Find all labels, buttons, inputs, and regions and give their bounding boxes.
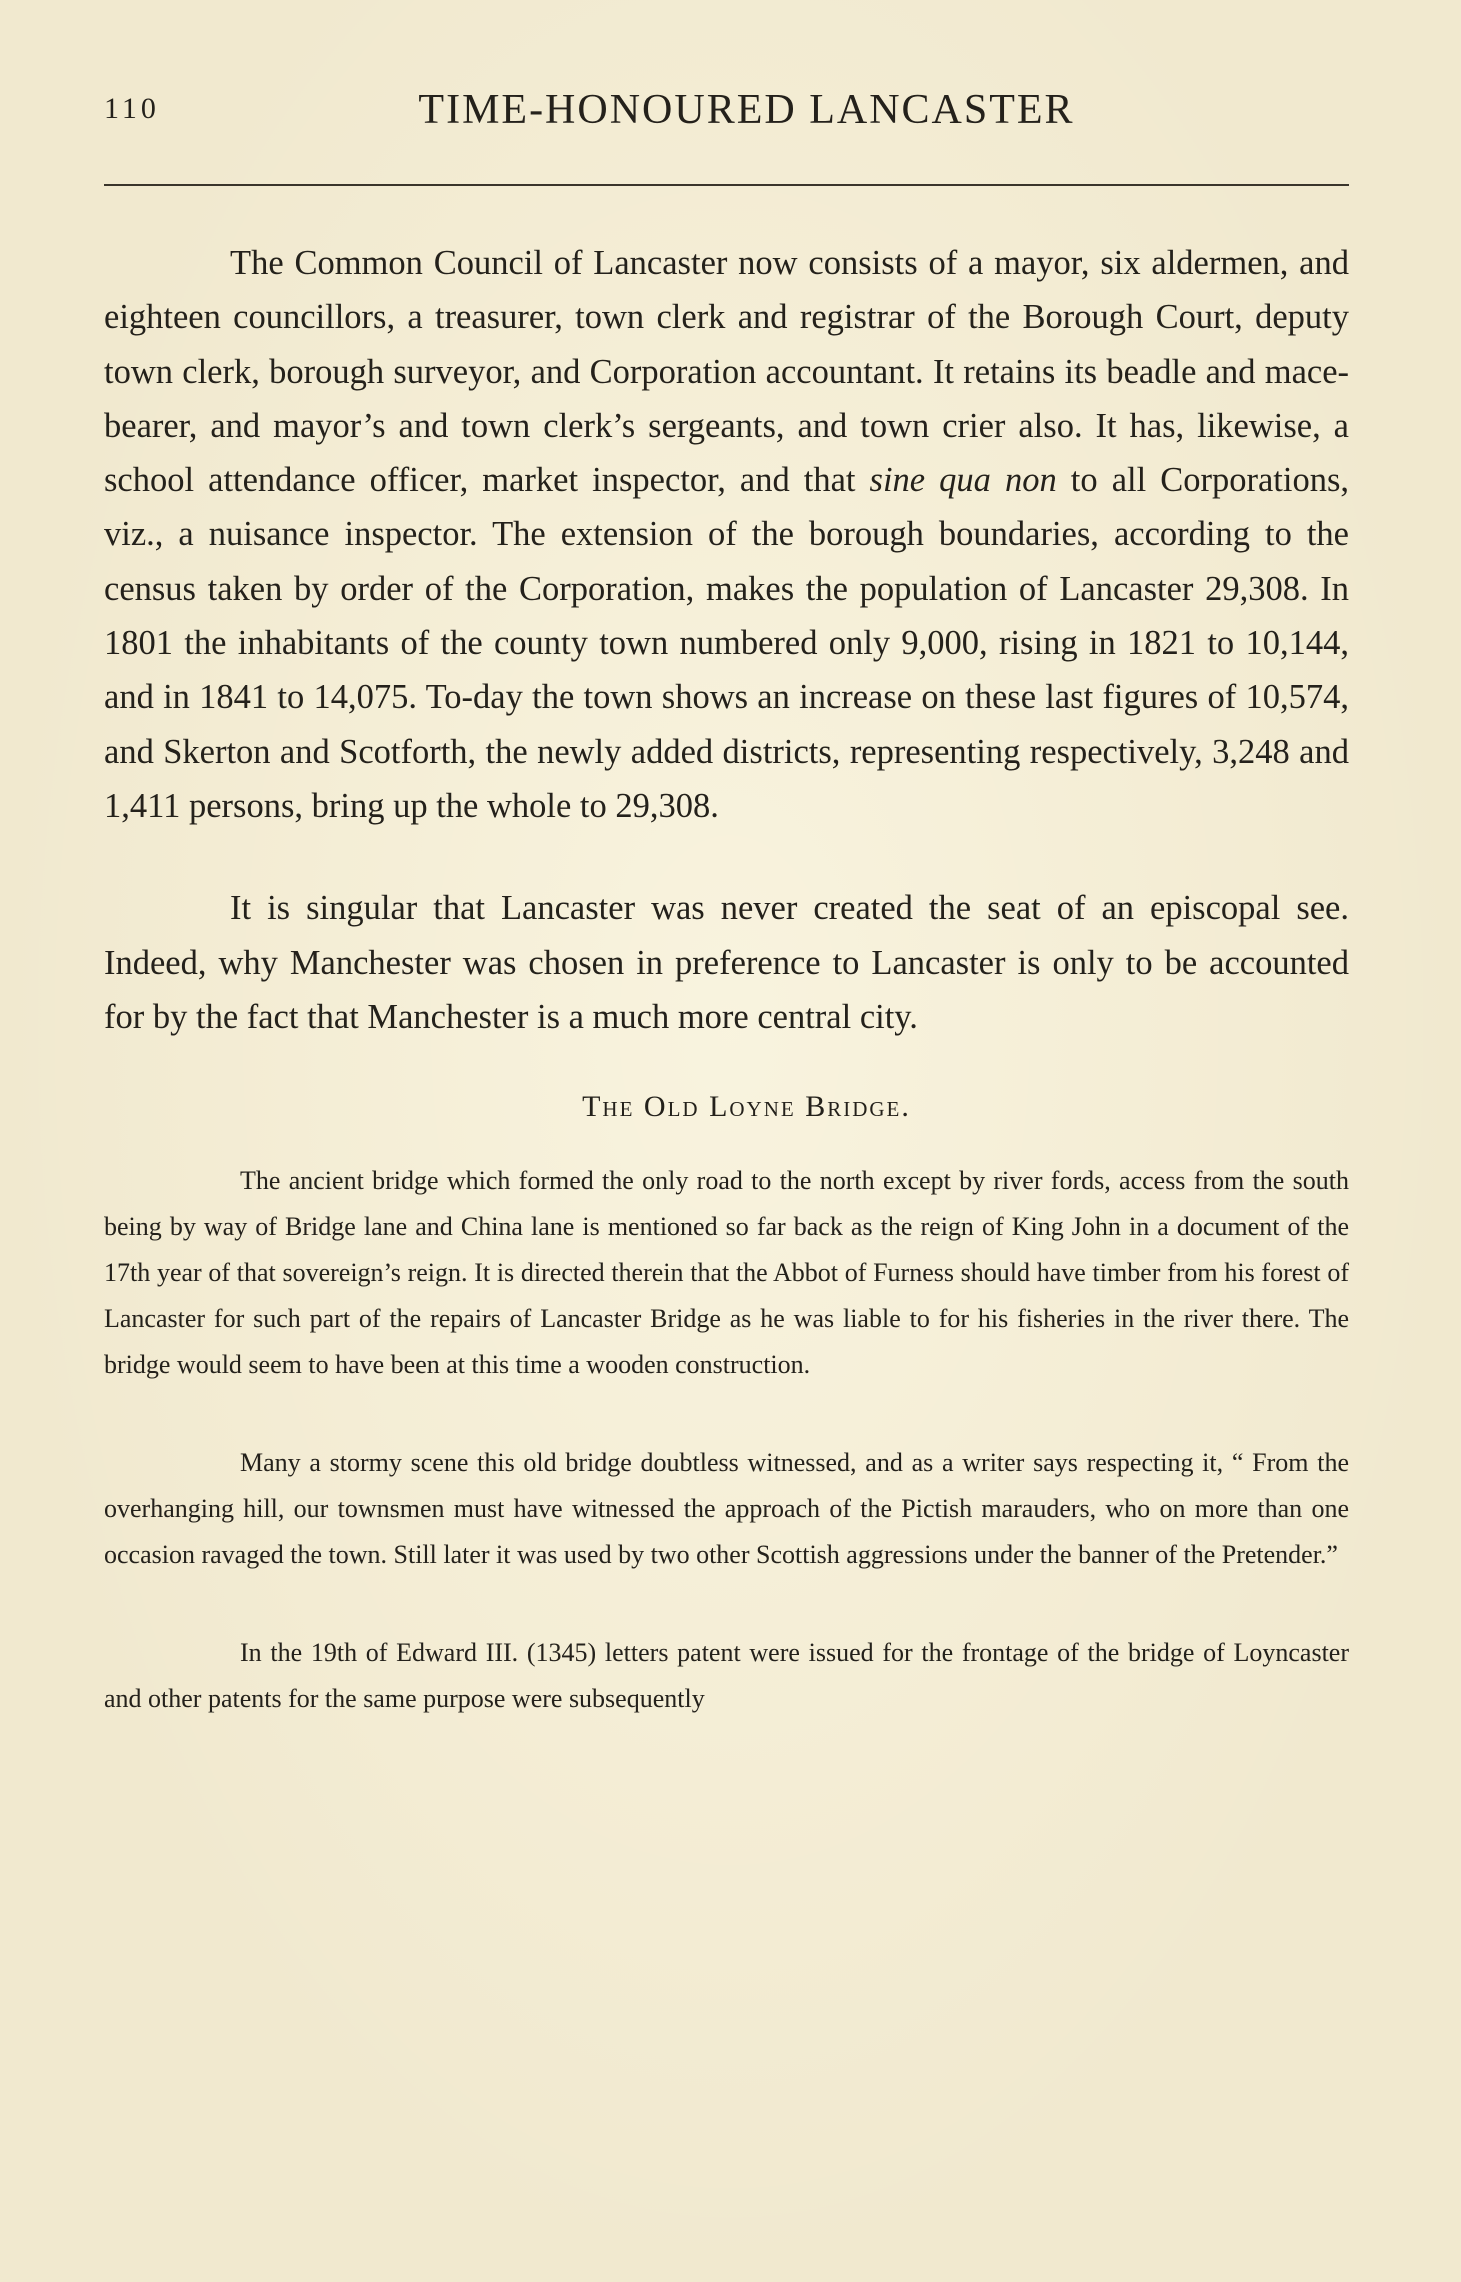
running-head bbox=[104, 86, 1349, 136]
running-title: TIME-HONOURED LANCASTER bbox=[418, 87, 1075, 133]
paragraph-letters-patent: In the 19th of Edward III. (1345) letters patent were issued for the frontage of the bridge of Loyncaster and other patents for the same purpose were subsequently bbox=[104, 1638, 1349, 1714]
council-text-end: to all Corporations, viz., a nuisance inspector. The extension of the borough boundaries, according to the census taken by order of the Corporation, makes the population of Lancaster 29,308. In 1801 the inhabitants of the county town numbered only 9,000, rising in 1821 to 10,144, and in 1841 to 14,075. To-day the town shows an increase on these last figures of 10,574, and Skerton and Scotforth, the newly added districts, representing respectively, 3,248 and 1,411 persons, bring up the whole to 29,308. bbox=[104, 461, 1350, 825]
section-heading: The Old Loyne Bridge. bbox=[582, 1090, 911, 1124]
council-text-start: The Common Council of Lancaster now consists of a mayor, six aldermen, and eighteen councillors, a treasurer, town clerk and registrar of the Borough Court, deputy town clerk, borough surveyor, and Corporation accountant. It retains its beadle and mace-bearer, and mayor’s and town clerk’s sergeants, and town crier also. It has, likewise, a school attendance officer, market inspector, and that bbox=[104, 244, 1349, 500]
latin-phrase: sine qua non bbox=[869, 461, 1057, 500]
paragraph-common-council bbox=[104, 236, 1349, 833]
page-number: 110 bbox=[104, 92, 160, 125]
paragraph-stormy-scene: Many a stormy scene this old bridge doubtless witnessed, and as a writer says respecting it, “ From the overhanging hill, our townsmen must have witnessed the approach of the Pictish marauders, who on more than one occasion ravaged the town. Still later it was used by two other Scottish aggressions under the banner of the Pretender.” bbox=[104, 1448, 1349, 1570]
paragraph-ancient-bridge: The ancient bridge which formed the only road to the north except by river fords, access from the south being by way of Bridge lane and China lane is mentioned so far back as the reign of King John in a document of the 17th year of that sovereign’s reign. It is directed therein that the Abbot of Furness should have timber from his forest of Lancaster for such part of the repairs of Lancaster Bridge as he was liable to for his fisheries in the river there. The bridge would seem to have been at this time a wooden construction. bbox=[104, 1166, 1349, 1380]
paragraph-episcopal-see: It is singular that Lancaster was never created the seat of an episcopal see. Indeed, why Manchester was chosen in preference to Lancaster is only to be accounted for by the fact that Manchester is a much more central city. bbox=[104, 889, 1349, 1036]
body-text bbox=[104, 236, 1349, 1722]
header-rule bbox=[104, 184, 1349, 186]
